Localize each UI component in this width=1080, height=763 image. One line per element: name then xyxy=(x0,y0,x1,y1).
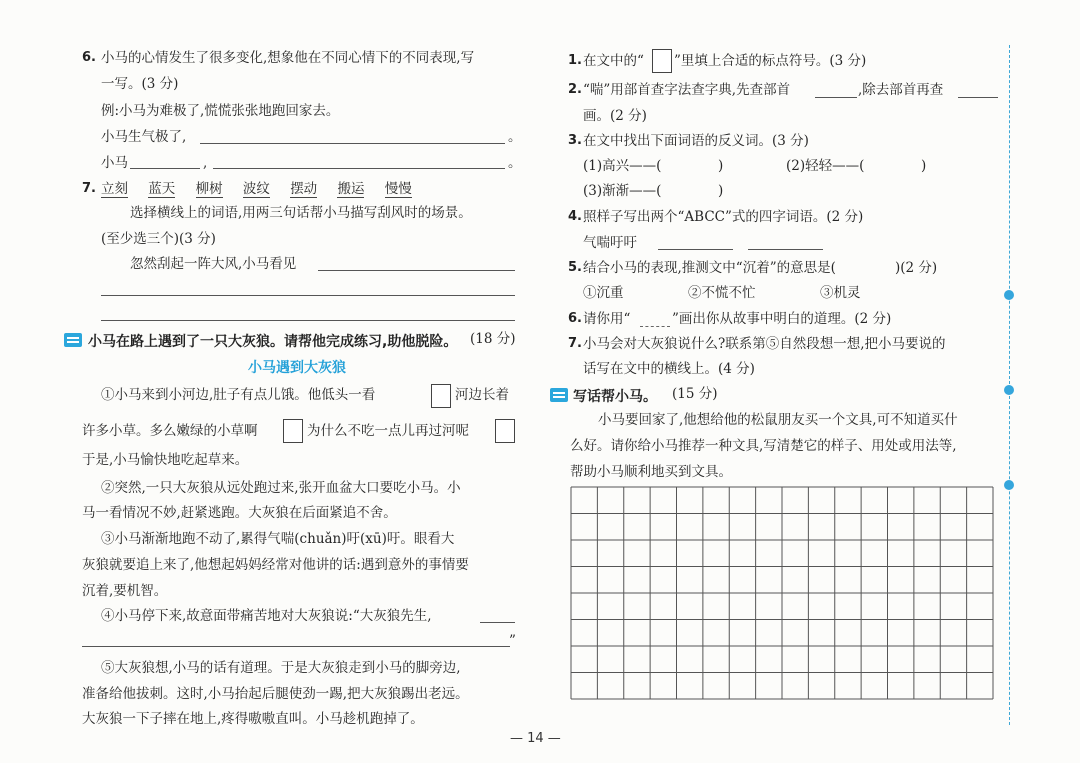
rq3-item1-close: ) xyxy=(718,158,724,174)
rq1-box-sample xyxy=(652,49,672,73)
story-p3a: ③小马渐渐地跑不动了,累得气喘(chuǎn)吁(xū)吁。眼看大 xyxy=(101,531,455,547)
q6-prompt-line1: 小马的心情发生了很多变化,想象他在不同心情下的不同表现,写 xyxy=(101,50,475,66)
rq5-option3[interactable]: ③机灵 xyxy=(820,285,861,301)
rq2-strokes-blank[interactable] xyxy=(958,97,998,98)
writing-grid[interactable] xyxy=(570,486,994,700)
story-p5a: ⑤大灰狼想,小马的话有道理。于是大灰狼走到小马的脚旁边, xyxy=(101,660,461,676)
q7-word: 立刻 xyxy=(101,181,128,197)
story-p3b: 灰狼就要追上来了,他想起妈妈经常对他讲的话:遇到意外的事情要 xyxy=(82,557,469,573)
q6-row2-comma: , xyxy=(203,155,208,171)
rq2-number: 2. xyxy=(568,82,582,97)
rq3-item1: (1)高兴——( xyxy=(583,158,662,174)
binding-hole-dot xyxy=(1004,385,1014,395)
q7-prompt-line1: 选择横线上的词语,用两三句话帮小马描写刮风时的场景。 xyxy=(130,205,472,221)
punctuation-box-2[interactable] xyxy=(283,419,303,443)
section4-title: 写话帮小马。 xyxy=(573,389,657,405)
story-p1d: 为什么不吃一点儿再过河呢 xyxy=(307,423,469,439)
section3-score: (18 分) xyxy=(470,331,516,347)
writing-prompt-line2: 么好。请你给小马推荐一种文具,写清楚它的样子、用处或用法等, xyxy=(570,438,957,454)
rq7-text-b: 话写在文中的横线上。(4 分) xyxy=(583,361,755,377)
rq6-wavy-line-sample xyxy=(640,326,670,327)
q7-word: 波纹 xyxy=(242,181,270,197)
q7-word: 柳树 xyxy=(195,181,223,197)
q7-word: 慢慢 xyxy=(384,181,412,197)
rq5-number: 5. xyxy=(568,260,582,275)
binding-hole-dot xyxy=(1004,290,1014,300)
rq2-text-c: 画。(2 分) xyxy=(583,108,647,124)
rq4-blank-1[interactable] xyxy=(658,249,733,250)
section-list-icon xyxy=(64,333,82,347)
q7-starter: 忽然刮起一阵大风,小马看见 xyxy=(130,256,297,272)
section-list-icon xyxy=(550,388,568,402)
rq2-radical-blank[interactable] xyxy=(815,97,857,98)
binding-hole-dot xyxy=(1004,480,1014,490)
writing-prompt-line1: 小马要回家了,他想给他的松鼠朋友买一个文具,可不知道买什 xyxy=(598,412,958,428)
q7-answer-line-1[interactable] xyxy=(318,270,515,271)
story-p5b: 准备给他拔刺。这时,小马抬起后腿使劲一踢,把大灰狼踢出老远。 xyxy=(82,686,469,702)
rq3-item3-close: ) xyxy=(718,183,724,199)
q7-answer-blank-start[interactable] xyxy=(480,622,515,623)
story-p3c: 沉着,要机智。 xyxy=(82,583,168,599)
rq1-number: 1. xyxy=(568,53,582,68)
story-p4-close-quote: ” xyxy=(509,633,516,649)
rq3-number: 3. xyxy=(568,133,582,148)
section3-title: 小马在路上遇到了一只大灰狼。请帮他完成练习,助他脱险。 xyxy=(88,334,458,350)
story-p1e: 于是,小马愉快地吃起草来。 xyxy=(82,452,249,468)
q6-row1-answer-line[interactable] xyxy=(200,143,505,144)
rq7-text-a: 小马会对大灰狼说什么?联系第⑤自然段想一想,把小马要说的 xyxy=(583,336,946,352)
q7-number: 7. xyxy=(82,181,96,196)
rq7-number: 7. xyxy=(568,336,582,351)
rq2-text-a: “喘”用部首查字法查字典,先查部首 xyxy=(583,82,791,98)
q6-example: 例:小马为难极了,慌慌张张地跑回家去。 xyxy=(101,103,340,119)
section4-score: (15 分) xyxy=(672,386,718,402)
q6-row2-answer-line[interactable] xyxy=(213,168,505,169)
rq1-text-b: ”里填上合适的标点符号。(3 分) xyxy=(674,53,867,69)
story-p1b: 河边长着 xyxy=(455,387,509,403)
q7-prompt-line2: (至少选三个)(3 分) xyxy=(101,231,216,247)
rq5-option1[interactable]: ①沉重 xyxy=(583,285,624,301)
story-title: 小马遇到大灰狼 xyxy=(248,360,346,376)
story-p4a: ④小马停下来,故意面带痛苦地对大灰狼说:“大灰狼先生, xyxy=(101,608,432,624)
story-p1a: ①小马来到小河边,肚子有点儿饿。他低头一看 xyxy=(101,387,376,403)
story-p5c: 大灰狼一下子摔在地上,疼得嗷嗷直叫。小马趁机跑掉了。 xyxy=(82,711,424,727)
rq6-text-b: ”画出你从故事中明白的道理。(2 分) xyxy=(672,311,892,327)
page-number: — 14 — xyxy=(510,731,561,746)
q7-word-list xyxy=(101,181,412,197)
punctuation-box-3[interactable] xyxy=(495,419,515,443)
q7-word: 搬运 xyxy=(337,181,365,197)
q6-row1-period: 。 xyxy=(508,129,522,145)
q6-number: 6. xyxy=(82,50,96,65)
q6-prompt-line2: 一写。(3 分) xyxy=(101,76,179,92)
q7-word: 蓝天 xyxy=(148,181,176,197)
rq4-text: 照样子写出两个“ABCC”式的四字词语。(2 分) xyxy=(583,209,864,225)
rq3-text: 在文中找出下面词语的反义词。(3 分) xyxy=(583,133,809,149)
rq6-text-a: 请你用“ xyxy=(583,311,631,327)
rq2-text-b: ,除去部首再查 xyxy=(858,82,944,98)
rq5-text-a: 结合小马的表现,推测文中“沉着”的意思是( xyxy=(583,260,836,276)
story-p2a: ②突然,一只大灰狼从远处跑过来,张开血盆大口要吃小马。小 xyxy=(101,480,461,496)
rq5-text-b: )(2 分) xyxy=(895,260,938,276)
q6-row1-label: 小马生气极了, xyxy=(101,129,187,145)
rq1-text-a: 在文中的“ xyxy=(583,53,644,69)
rq3-item2-close: ) xyxy=(921,158,927,174)
q7-answer-blank-line[interactable] xyxy=(82,646,510,647)
rq6-number: 6. xyxy=(568,311,582,326)
q7-answer-line-3[interactable] xyxy=(101,320,515,321)
rq3-item2: (2)轻轻——( xyxy=(786,158,865,174)
rq4-example: 气喘吁吁 xyxy=(583,235,637,251)
writing-prompt-line3: 帮助小马顺利地买到文具。 xyxy=(570,464,732,480)
rq5-option2[interactable]: ②不慌不忙 xyxy=(688,285,756,301)
story-p2b: 马一看情况不妙,赶紧逃跑。大灰狼在后面紧追不舍。 xyxy=(82,505,397,521)
q7-word: 摆动 xyxy=(290,181,318,197)
punctuation-box-1[interactable] xyxy=(431,384,451,408)
story-p1c: 许多小草。多么嫩绿的小草啊 xyxy=(82,423,258,439)
q6-row2-label: 小马 xyxy=(101,155,128,171)
q6-row2-period: 。 xyxy=(508,155,522,171)
q6-row2-blank[interactable] xyxy=(130,168,200,169)
rq3-item3: (3)渐渐——( xyxy=(583,183,662,199)
rq4-blank-2[interactable] xyxy=(748,249,823,250)
rq4-number: 4. xyxy=(568,209,582,224)
q7-answer-line-2[interactable] xyxy=(101,295,515,296)
